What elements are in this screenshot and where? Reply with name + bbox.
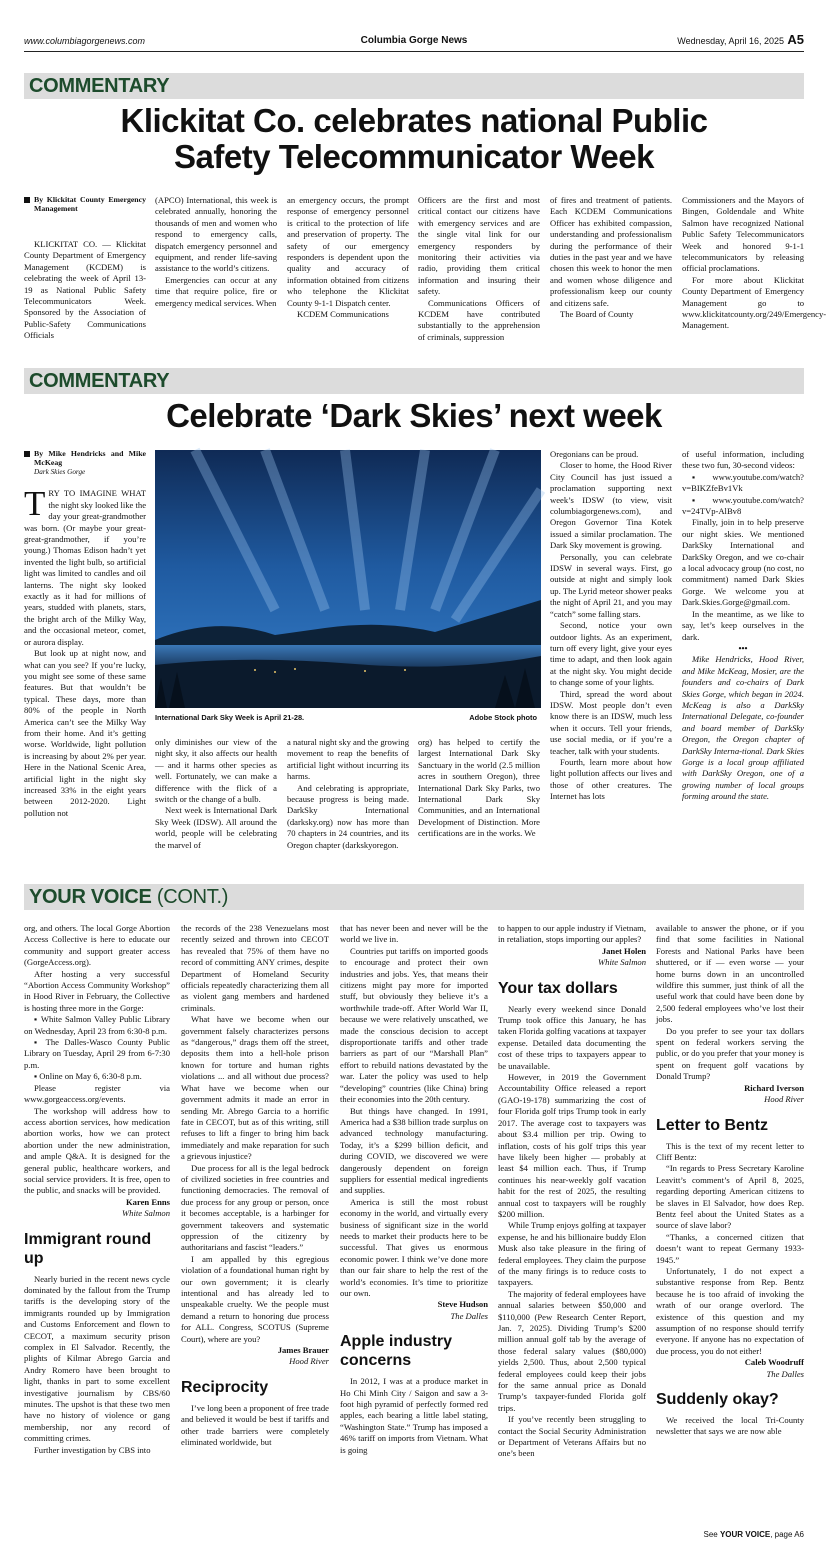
- letter-heading: Apple industry concerns: [340, 1333, 453, 1370]
- paragraph: Officers are the first and most critical contact our citizens have with emergency services and are the single vital link for our emergency responders by monitoring their activities via radio, providing them critical information and insuring their safety.: [418, 195, 540, 297]
- paragraph: of fires and treatment of patients. Each KCDEM Communications Officer has exhibited compassion, understanding and professionalism during the performance of their duties in the past year and we have chosen this week to honor the men and women whose diligence and professionalism keep our county and citizens safe.: [550, 195, 672, 308]
- letter-signature: Steve Hudson: [437, 1299, 488, 1310]
- page-number: A5: [787, 32, 804, 47]
- paragraph: Please register via www.gorgeaccess.org/events.: [24, 1082, 170, 1105]
- paragraph: an emergency occurs, the prompt response of emergency personnel is critical to the protection of life and preservation of property. The safety of our emergency responders is dependent upon the quality and accuracy of information obtained from citizens who telephone the Klickitat County 9-1-1 Dispatch center.: [287, 195, 409, 308]
- section-band-your-voice: [24, 884, 804, 910]
- paragraph: a natural night sky and the growing movement to reap the benefits of artificial light without incurring its harms.: [287, 737, 409, 782]
- paragraph: But look up at night now, and what can you see? If you’re lucky, you might see some of these same features. But that wouldn’t be typical. These days, more than 80% of the people in North America can’t see the Milky Way from their home. And it’s getting worse. Worldwide, light pollution is increasing by about 2% per year. Here in the National Scenic Area, artificial light in the night sky increased 33% in the eight years between 2012-2020. Light pollution not: [24, 648, 146, 818]
- byline-title: Dark Skies Gorge: [34, 468, 86, 476]
- section-band-commentary-2: [24, 368, 804, 394]
- paragraph: “In regards to Press Secretary Karoline Leavitt’s comment’s of April 8, 2025, regarding deporting American citizens to be slaves in El Salvador, how does Rep. Bentz feel about the United States as a source of slave labor?: [656, 1163, 804, 1231]
- letter-signature: Karen Enns: [125, 1196, 170, 1207]
- paper-name: Columbia Gorge News: [360, 35, 468, 46]
- article2-col5: [550, 449, 672, 871]
- lead-text: RY TO IMAGINE WHAT the night sky looked like the day your great-grandmother was born. (Or maybe your great-great-grandmother, if you’re young.) Thomas Edison hadn’t yet invented the light bulb, so artificial light was limited to candles and oil lanterns. The night sky looked exactly as it had for millions of years, studded with planets, stars, the bright arch of the Milky Way, and the occasional meteor, comet, or aurora display.: [24, 488, 147, 647]
- paragraph: In 2012, I was at a produce market in Ho Chi Minh City / Saigon and saw a 3-foot high pyramid of perfectly formed red apples, each bearing a little label stating, “Washington State.” Trump has imposed a 46% tariff on imports from Vietnam. What is going: [340, 1376, 488, 1455]
- section-label: COMMENTARY: [29, 370, 170, 392]
- drop-cap: T: [24, 484, 46, 524]
- photo-caption: [155, 713, 541, 722]
- headline-line: Safety Telecommunicator Week: [174, 138, 654, 175]
- letter-location: White Salmon: [122, 1208, 170, 1219]
- letters-col5: [656, 923, 804, 1523]
- paragraph: Commissioners and the Mayors of Bingen, Goldendale and White Salmon have recognized National Public Safety Telecommunicators Week and honored 9-1-1 telecommunicators by releasing official proclamations.: [682, 195, 804, 274]
- paragraph: that has never been and never will be the world we live in.: [340, 923, 488, 945]
- paragraph: “Thanks, a concerned citizen that doesn’t want to repeat Germany 1933-1945.”: [656, 1231, 804, 1265]
- paragraph: The Board of County: [560, 309, 634, 320]
- issue-date: Wednesday, April 16, 2025: [677, 36, 784, 46]
- letter-signature: Caleb Woodruff: [744, 1357, 804, 1368]
- article1-col1: [24, 195, 146, 355]
- paragraph: Do you prefer to see your tax dollars spent on federal workers serving the public, or do you prefer that your money is spent on frequent golf vacations by Donald Trump?: [656, 1025, 804, 1082]
- article2-col4: [418, 737, 540, 871]
- paragraph: Third, spread the word about IDSW. Most people don’t even know there is an IDSW, much less when it occurs. Tell your friends, use social media, or if you’re a teacher, talk with your students.: [550, 688, 672, 756]
- section-label: [29, 886, 228, 909]
- paragraph: While Trump enjoys golfing at taxpayer expense, he and his billionaire buddy Elon Musk also take pleasure in the firing of federal employees. They claim the purpose of the many firings is to reduce costs to taxpayers.: [498, 1220, 646, 1288]
- paragraph: org, and others. The local Gorge Abortion Access Collective is here to educate our community and support greater access (GorgeAccess.org).: [24, 923, 170, 968]
- jump-pre: See: [703, 1530, 720, 1539]
- paragraph: Communications Officers of KCDEM have contributed substantially to the apprehension of criminals, suppression: [418, 297, 540, 342]
- article1-col4: [418, 195, 540, 355]
- section-band-commentary-1: [24, 73, 804, 99]
- section-label-suffix: (CONT.): [156, 886, 229, 908]
- article2-col3: [287, 737, 409, 871]
- paragraph: What have we become when our government falsely characterizes persons as “dangerous,” drags them off the street, deposits them into a hell-hole prison known for torture and human rights violations ... and all without due process? What have we become when our government admits it made an error in sending Mr. Abrego Garcia to a horrific fate in CECOT, but as of this writing, still refuses to lift a finger to bring him back immediately and make reparation for such a grievous injustice?: [181, 1014, 329, 1162]
- article2-col6: [682, 449, 804, 871]
- article1-col2: [155, 195, 277, 355]
- letters-col3: [340, 923, 488, 1523]
- article2-col2: [155, 737, 277, 871]
- letter-location: White Salmon: [598, 957, 646, 968]
- site-url[interactable]: www.columbiagorgenews.com: [24, 36, 146, 46]
- night-sky-photo: [155, 450, 541, 708]
- list-item: ▪ Online on May 6, 6:30-8 p.m.: [34, 1071, 142, 1082]
- section-label-bold: YOUR VOICE: [29, 886, 152, 908]
- paragraph: After hosting a very successful “Abortion Access Community Workshop” in Hood River in February, the Collective is hosting three more in the Gorge:: [24, 968, 170, 1013]
- paragraph: Personally, you can celebrate IDSW in several ways. First, go outside at night and simply look up. The Lyrid meteor shower peaks the night of April 21, and you may “catch” some falling stars.: [550, 551, 672, 619]
- list-item: ▪ The Dalles-Wasco County Public Library on Tuesday, April 29 from 6-7:30 p.m.: [24, 1037, 170, 1070]
- article2-col1: [24, 449, 146, 871]
- letter-signature: Richard Iverson: [744, 1082, 804, 1093]
- paragraph: In the meantime, as we like to say, let’s keep ourselves in the dark.: [682, 608, 804, 642]
- paragraph: America is still the most robust economy in the world, and virtually every business of significant size in the world needs to market their products here to be successful. That gives us enormous economic power. I think we’ve done more than our fair share to help the rest of the world’s economies. It’s time to prioritize our own.: [340, 1196, 488, 1298]
- paragraph: I’ve long been a proponent of free trade and believed it would be best if tariffs and other trade barriers were completely eliminated worldwide, but: [181, 1402, 329, 1448]
- letter-heading: Immigrant round up: [24, 1230, 152, 1267]
- paragraph: KCDEM Communications: [297, 309, 389, 320]
- photo-credit: Adobe Stock photo: [469, 713, 537, 722]
- paragraph: Nearly every weekend since Donald Trump took office this January, he has taken Florida golfing vacations at taxpayer expense. Detailed data documenting the cost of these trips to taxpayers appear to be unavailable.: [498, 1003, 646, 1071]
- masthead: [24, 34, 804, 52]
- paragraph: available to answer the phone, or if you find that some facilities in National Forests and National Parks have been shuttered, or if — even worse — your home burns down in an uncontrolled wildfire this summer, just think of all the useful work that could have been done by 2,500 federal employees who’ve lost their jobs.: [656, 923, 804, 1025]
- paragraph: Second, notice your own outdoor lights. As an experiment, turn off every light, give your eyes time to adapt, and then look again at the night sky. You might decide to change some of your lights.: [550, 620, 672, 688]
- author-bio: Mike Hendricks, Hood River, and Mike McKeag, Mosier, are the founders and co-chairs of Dark Skies Gorge, which began in 2024. McKeag is also a DarkSky International Delegate, co-founder and board member of DarkSky Oregon, the Oregon chapter of DarkSky Interna-tional. Dark Skies Gorge is a local group affiliated with DarkSky Oregon, one of a growing number of local groups forming around the state.: [682, 654, 804, 802]
- paragraph: The majority of federal employees have annual salaries between $50,000 and $110,000 (Pew Research Center Report, Jan. 7, 2025). Dividing Trump’s $200 million annual golf tab by the average of those federal salary values ($80,000) yields 2,500. Thus, about 2,500 typical federal employees could keep their jobs for the same annual price as Donald Trump’s taxpayer-funded Florida golf trips.: [498, 1288, 646, 1413]
- paragraph: For more about Klickitat County Department of Emergency Management go to www.klickitatcounty.org/249/Emergency-Management.: [682, 274, 827, 331]
- jump-line[interactable]: [703, 1530, 804, 1539]
- article1-col5: [550, 195, 672, 355]
- paragraph: Nearly buried in the recent news cycle dominated by the fallout from the Trump tariffs is the developing story of the immigrants rounded up by Immigration and Customs Enforcement and flown to CECOT, a maximum security prison complex in El Salvador. Recently, the plights of Kilmar Abrego Garcia and Andry Romero have been brought to light, thanks in part to some excellent investigative journalism by CBS/60 minutes. The upshot is that these two men have no history of violence or gang membership, nor any record of committing crimes.: [24, 1273, 170, 1444]
- paragraph: Further investigation by CBS into: [34, 1444, 151, 1455]
- paragraph: Finally, join in to help preserve our night skies. We mentioned DarkSky International and DarkSky Oregon, and we co-chair a local advocacy group (no cost, no commitment) named Dark Skies Gorge. We welcome you at Dark.Skies.Gorge@gmail.com.: [682, 517, 804, 608]
- paragraph: KLICKITAT CO. — Klickitat County Department of Emergency Management (KCDEM) is celebrating the week of April 13-19 as National Public Safety Telecommunicators Week. Sponsored by the Association of Public-Safety Communications Officials: [24, 239, 146, 341]
- letter-heading: Reciprocity: [181, 1378, 269, 1396]
- letter-location: The Dalles: [450, 1310, 488, 1321]
- paragraph: Countries put tariffs on imported goods to encourage and protect their own industries and jobs. Yes, that means their citizens might pay more for imported stuff, but obviously they believe it’s a worthwhile trade-off. After World War II, because we were relatively unscathed, we made the conscious decision to accept disproportionate tariffs and other trade barriers as part of our “Marshall Plan” effort to rebuild nations devastated by the war. Later the policy was used to help “developing” countries (like China) bring their economies into the 20th century.: [340, 945, 488, 1105]
- letter-heading: Letter to Bentz: [656, 1116, 768, 1134]
- paragraph: to happen to our apple industry if Vietnam, in retaliation, stops importing our apples?: [498, 923, 646, 945]
- paragraph: only diminishes our view of the night sky, it also affects our health — and it harms other species as well. Fortunately, we can make a difference with the flick of a switch or the change of a bulb.: [155, 737, 277, 805]
- letters-col1: [24, 923, 170, 1523]
- paragraph: org) has helped to certify the largest International Dark Sky Sanctuary in the world (2.5 million acres in southern Oregon), three International Dark Sky Parks, two International Dark Sky Communities, and an International Development of Distinction. More certifications are in the works. We: [418, 737, 540, 839]
- jump-section: YOUR VOICE: [719, 1530, 771, 1539]
- byline: By Klickitat County Emergency Management: [24, 195, 146, 213]
- paragraph: (APCO) International, this week is celebrated annually, honoring the thousands of men and women who respond to emergency calls, dispatch emergency personnel and equipment, and render life-saving assistance to the world’s citizens.: [155, 195, 277, 274]
- headline-dark-skies: Celebrate ‘Dark Skies’ next week: [166, 397, 662, 434]
- letter-heading: Your tax dollars: [498, 979, 618, 997]
- paragraph: But things have changed. In 1991, America had a $38 billion trade surplus on advanced technology manufacturing. Today, it’s a $299 billion deficit, and during COVID, we discovered we were dangerously dependent on foreign suppliers for essential medical ingredients and supplies.: [340, 1105, 488, 1196]
- paragraph: the records of the 238 Venezuelans most recently seized and thrown into CECOT has revealed that 75% of them have no record of committing ANY crimes, despite Department of Homeland Security officials repeatedly characterizing them all as violent gang members and hardened criminals.: [181, 923, 329, 1013]
- section-label: COMMENTARY: [29, 75, 170, 97]
- paragraph: Unfortunately, I do not expect a substantive response from Rep. Bentz because he is too afraid of invoking the wrath of our orange overlord. The existence of this question and my assumption of no response should terrify everyone. If anyone has no expectation of due process, you do not either!: [656, 1265, 804, 1356]
- video-link[interactable]: ▪ www.youtube.com/watch?v=BIKZfeBv1Vk: [682, 471, 804, 494]
- paragraph: And celebrating is appropriate, because progress is being made. DarkSky International (darksky.org) now has more than 70 chapters in 24 countries, and its Oregon chapter (darkskyoregon.: [287, 782, 409, 850]
- jump-post: , page A6: [770, 1530, 804, 1539]
- headline-line: Klickitat Co. celebrates national Public: [120, 102, 708, 139]
- headline-klickitat: [24, 103, 804, 175]
- paragraph: We received the local Tri-County newsletter that says we are now able: [656, 1415, 804, 1437]
- paragraph: However, in 2019 the Government Accountability Office released a report (GAO-19-178) summarizing the cost of four Florida golf trips Trump took in early 2017. The average cost to taxpayers was about $3.4 million per trip. Owing to inflation, costs of his golf trips this year have likely been higher — probably at least $4 million each. Thus, if Trump continues his near-weekly golf vacation habit for the rest of 2025, the resulting annual cost to taxpayers will be roughly $200 million.: [498, 1072, 646, 1219]
- paragraph: [24, 484, 147, 648]
- letters-col2: [181, 923, 329, 1523]
- letter-location: Hood River: [764, 1094, 804, 1105]
- article1-col3: [287, 195, 409, 355]
- letter-heading: Suddenly okay?: [656, 1391, 779, 1409]
- video-link[interactable]: ▪ www.youtube.com/watch?v=24TVp-AlBv8: [682, 494, 804, 517]
- letter-location: The Dalles: [766, 1368, 804, 1379]
- letter-location: Hood River: [289, 1356, 329, 1367]
- article1-col6: [682, 195, 827, 355]
- paragraph: Emergencies can occur at any time that require police, fire or emergency medical services. When: [155, 274, 277, 308]
- paragraph: The workshop will address how to access abortion services, how medication abortion works, how we can protect abortion under the new administration, and ample Q&A. It is designed for the general public, healthcare workers, and social service providers. It is free, open to the public, and snacks will be provided.: [24, 1105, 170, 1196]
- caption-text: International Dark Sky Week is April 21-28.: [155, 713, 305, 722]
- paragraph: Fourth, learn more about how light pollution affects our lives and those of other creatures. The Internet has lots: [550, 756, 672, 802]
- photo-image: [155, 450, 541, 708]
- separator-dots: •••: [738, 642, 748, 653]
- paragraph: of useful information, including these two fun, 30-second videos:: [682, 449, 804, 471]
- paragraph: If you’ve recently been struggling to contact the Social Security Administration or Department of Veterans Affairs but no one’s been: [498, 1414, 646, 1459]
- letter-signature: James Brauer: [277, 1345, 329, 1356]
- letters-col4: [498, 923, 646, 1523]
- byline: By Mike Hendricks and Mike McKeag: [24, 449, 146, 467]
- paragraph: This is the text of my recent letter to Cliff Bentz:: [656, 1140, 804, 1162]
- list-item: ▪ White Salmon Valley Public Library on Wednesday, April 23 from 6:30-8 p.m.: [24, 1014, 170, 1036]
- paragraph: I am appalled by this egregious violation of a foundational human right by our own government; it is clearly intentional and has already led to unspeakable cruelty. We the people must demand a return to honoring due process for ALL. Congress, SCOTUS (Supreme Court), where are you?: [181, 1253, 329, 1344]
- paragraph: Due process for all is the legal bedrock of civilized societies in free countries and functioning democracies. The removal of due process for any group or person, once it becomes acceptable, is a harbinger for government takeovers and systematic oppression of the citizenry by authoritarians and fascist “leaders.”: [181, 1162, 329, 1253]
- paragraph: Next week is International Dark Sky Week (IDSW). All around the world, people will be celebrating the marvel of: [155, 805, 277, 850]
- paragraph: Closer to home, the Hood River City Council has just issued a proclamation supporting next week’s IDSW (to view, visit columbiagorgenews.com), and Oregon Governor Tina Kotek issued a similar proclamation. The Dark Sky movement is growing.: [550, 460, 672, 551]
- paragraph: Oregonians can be proud.: [550, 449, 639, 459]
- letter-signature: Janet Holen: [601, 945, 646, 956]
